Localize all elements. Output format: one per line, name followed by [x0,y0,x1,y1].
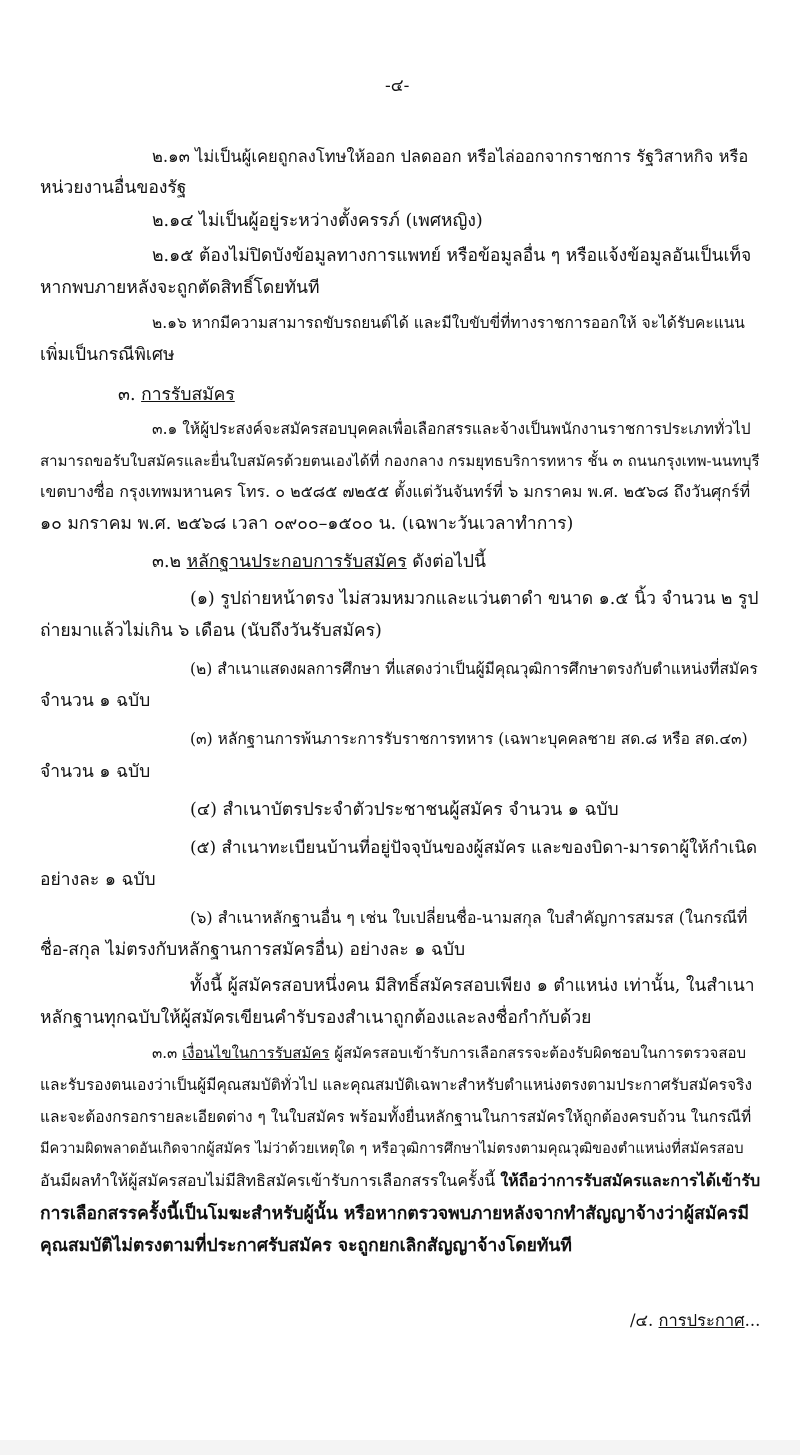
section-3-number: ๓. [118,385,136,405]
item-3-2-rest: ดังต่อไปนี้ [412,552,486,572]
continuation-suffix: ... [744,1311,761,1330]
doc-4: (๔) สำเนาบัตรประจำตัวประชาชนผู้สมัคร จำนวน ๑ ฉบับ [190,800,619,820]
item-3-3-line5-plain: อันมีผลทำให้ผู้สมัครสอบไม่มีสิทธิสมัครเข้ารับการเลือกสรรในครั้งนี้ [40,1171,496,1190]
doc-2-line2: จำนวน ๑ ฉบับ [40,691,151,711]
doc-3-line2: จำนวน ๑ ฉบับ [40,762,151,782]
item-3-3-title: เงื่อนไขในการรับสมัคร [182,1044,330,1062]
item-2-15-line2: หากพบภายหลังจะถูกตัดสิทธิ์โดยทันที [40,278,320,298]
item-2-13-line1: ๒.๑๓ ไม่เป็นผู้เคยถูกลงโทษให้ออก ปลดออก หรือไล่ออกจากราชการ รัฐวิสาหกิจ หรือ [152,147,749,166]
item-3-2-heading [152,551,486,573]
item-2-16-line2: เพิ่มเป็นกรณีพิเศษ [40,345,175,365]
item-3-3-rest: ผู้สมัครสอบเข้ารับการเลือกสรรจะต้องรับผิดชอบในการตรวจสอบ [334,1044,747,1062]
note-line2: หลักฐานทุกฉบับให้ผู้สมัครเขียนคำรับรองสำเนาถูกต้องและลงชื่อกำกับด้วย [40,1008,592,1028]
item-2-16-line1: ๒.๑๖ หากมีความสามารถขับรถยนต์ได้ และมีใบขับขี่ที่ทางราชการออกให้ จะได้รับคะแนน [152,314,745,332]
doc-5-line1: (๕) สำเนาทะเบียนบ้านที่อยู่ปัจจุบันของผู้สมัคร และของบิดา-มารดาผู้ให้กำเนิด [190,838,758,858]
section-3-title: การรับสมัคร [141,385,235,405]
item-3-1-line4: ๑๐ มกราคม พ.ศ. ๒๕๖๘ เวลา ๐๙๐๐–๑๕๐๐ น. (เฉพาะวันเวลาทำการ) [40,514,574,534]
page-bottom-edge [0,1440,800,1455]
doc-2-line1: (๒) สำเนาแสดงผลการศึกษา ที่แสดงว่าเป็นผู้มีคุณวุฒิการศึกษาตรงกับตำแหน่งที่สมัคร [190,660,758,678]
item-3-3-line4: มีความผิดพลาดอันเกิดจากผู้สมัคร ไม่ว่าด้วยเหตุใด ๆ หรือวุฒิการศึกษาไม่ตรงตามคุณวุฒิของตำแหน่งที่สมัครสอบ [40,1141,744,1157]
doc-5-line2: อย่างละ ๑ ฉบับ [40,870,156,890]
doc-6-line1: (๖) สำเนาหลักฐานอื่น ๆ เช่น ใบเปลี่ยนชื่อ-นามสกุล ใบสำคัญการสมรส (ในกรณีที่ [190,908,748,927]
continuation-link: การประกาศ [658,1311,745,1330]
continuation-marker [630,1310,760,1332]
item-2-14: ๒.๑๔ ไม่เป็นผู้อยู่ระหว่างตั้งครรภ์ (เพศหญิง) [152,211,483,231]
item-3-3-number: ๓.๓ [152,1044,178,1062]
item-2-15-line1: ๒.๑๕ ต้องไม่ปิดบังข้อมูลทางการแพทย์ หรือข้อมูลอื่น ๆ หรือแจ้งข้อมูลอันเป็นเท็จ [152,246,752,266]
item-3-2-title: หลักฐานประกอบการรับสมัคร [186,552,407,572]
item-2-13-line2: หน่วยงานอื่นของรัฐ [40,178,187,198]
item-3-2-number: ๓.๒ [152,552,182,572]
item-3-1-line3: เขตบางซื่อ กรุงเทพมหานคร โทร. ๐ ๒๕๘๕ ๗๒๕๕ ตั้งแต่วันจันทร์ที่ ๖ มกราคม พ.ศ. ๒๕๖๘ ถึงวันศุกร์ที่ [40,482,751,501]
doc-1-line1: (๑) รูปถ่ายหน้าตรง ไม่สวมหมวกและแว่นตาดำ ขนาด ๑.๕ นิ้ว จำนวน ๒ รูป [190,589,759,609]
item-3-3-line1 [152,1042,746,1064]
item-3-3-line3: และจะต้องกรอกรายละเอียดต่าง ๆ ในใบสมัคร พร้อมทั้งยื่นหลักฐานในการสมัครให้ถูกต้องครบถ้วน ในกรณีที่ [40,1108,752,1126]
item-3-3-line5 [40,1170,760,1192]
continuation-prefix: /๔. [630,1311,654,1330]
item-3-3-line7: คุณสมบัติไม่ตรงตามที่ประกาศรับสมัคร จะถูกยกเลิกสัญญาจ้างโดยทันที [40,1236,572,1256]
doc-3-line1: (๓) หลักฐานการพ้นภาระการรับราชการทหาร (เฉพาะบุคคลชาย สด.๘ หรือ สด.๔๓) [190,730,748,748]
item-3-1-line1: ๓.๑ ให้ผู้ประสงค์จะสมัครสอบบุคคลเพื่อเลือกสรรและจ้างเป็นพนักงานราชการประเภททั่วไป [152,420,751,438]
doc-6-line2: ชื่อ-สกุล ไม่ตรงกับหลักฐานการสมัครอื่น) อย่างละ ๑ ฉบับ [40,940,466,960]
doc-1-line2: ถ่ายมาแล้วไม่เกิน ๖ เดือน (นับถึงวันรับสมัคร) [40,621,382,641]
note-line1: ทั้งนี้ ผู้สมัครสอบหนึ่งคน มีสิทธิ์สมัครสอบเพียง ๑ ตำแหน่ง เท่านั้น, ในสำเนา [190,976,755,996]
page-number: -๔- [385,76,410,96]
section-3-heading [118,384,235,406]
item-3-3-line5-bold: ให้ถือว่าการรับสมัครและการได้เข้ารับ [500,1171,761,1190]
item-3-1-line2: สามารถขอรับใบสมัครและยื่นใบสมัครด้วยตนเองได้ที่ กองกลาง กรมยุทธบริการทหาร ชั้น ๓ ถนนกรุงเทพ-นนทบุรี [40,452,760,470]
item-3-3-line2: และรับรองตนเองว่าเป็นผู้มีคุณสมบัติทั่วไป และคุณสมบัติเฉพาะสำหรับตำแหน่งตรงตามประกาศรับสมัครจริง [40,1076,753,1094]
item-3-3-line6: การเลือกสรรครั้งนี้เป็นโมฆะสำหรับผู้นั้น หรือหากตรวจพบภายหลังจากทำสัญญาจ้างว่าผู้สมัครมี [40,1204,749,1224]
